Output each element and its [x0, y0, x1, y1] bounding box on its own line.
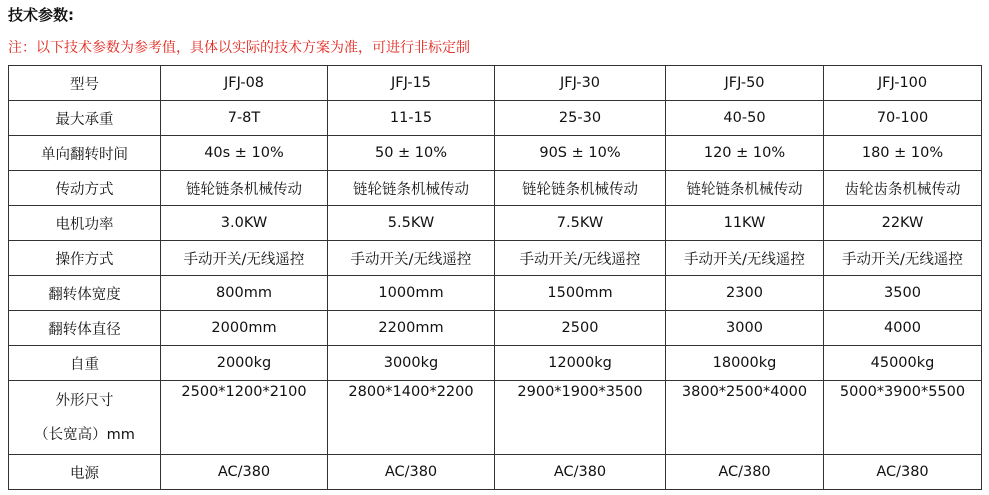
- row-label-cell: 电机功率: [9, 206, 161, 241]
- row-label-cell: 翻转体直径: [9, 311, 161, 346]
- table-cell: 3500: [824, 276, 982, 311]
- table-cell: 2800*1400*2200: [328, 381, 495, 455]
- section-title: 技术参数:: [8, 6, 74, 24]
- header-label-cell: 型号: [9, 66, 161, 101]
- table-cell: 3800*2500*4000: [666, 381, 824, 455]
- table-cell: 40s ± 10%: [161, 136, 328, 171]
- table-row: [9, 171, 982, 206]
- table-cell: 2500: [495, 311, 666, 346]
- table-cell: 链轮链条机械传动: [666, 171, 824, 206]
- table-cell: AC/380: [824, 455, 982, 490]
- row-label-cell: 电源: [9, 455, 161, 490]
- disclaimer-note: 注：以下技术参数为参考值，具体以实际的技术方案为准，可进行非标定制: [8, 40, 470, 56]
- table-cell: 800mm: [161, 276, 328, 311]
- row-label-cell: 最大承重: [9, 101, 161, 136]
- table-cell: 70-100: [824, 101, 982, 136]
- table-cell: 2300: [666, 276, 824, 311]
- spec-table-body: [9, 66, 982, 490]
- table-cell: 链轮链条机械传动: [328, 171, 495, 206]
- model-cell: JFJ-30: [495, 66, 666, 101]
- table-cell: 手动开关/无线遥控: [328, 241, 495, 276]
- table-cell: 5.5KW: [328, 206, 495, 241]
- table-cell: 5000*3900*5500: [824, 381, 982, 455]
- table-cell: 手动开关/无线遥控: [824, 241, 982, 276]
- table-cell: AC/380: [666, 455, 824, 490]
- table-cell: 180 ± 10%: [824, 136, 982, 171]
- row-label-cell: 传动方式: [9, 171, 161, 206]
- table-cell: 22KW: [824, 206, 982, 241]
- table-cell: 3000: [666, 311, 824, 346]
- table-row: [9, 381, 982, 455]
- table-row: [9, 455, 982, 490]
- table-cell: 7.5KW: [495, 206, 666, 241]
- table-cell: 手动开关/无线遥控: [666, 241, 824, 276]
- table-cell: 3.0KW: [161, 206, 328, 241]
- table-cell: 90S ± 10%: [495, 136, 666, 171]
- row-label-cell: 自重: [9, 346, 161, 381]
- table-cell: 链轮链条机械传动: [161, 171, 328, 206]
- table-cell: 120 ± 10%: [666, 136, 824, 171]
- table-cell: 12000kg: [495, 346, 666, 381]
- row-label-cell: 翻转体宽度: [9, 276, 161, 311]
- table-cell: AC/380: [495, 455, 666, 490]
- table-cell: 7-8T: [161, 101, 328, 136]
- table-cell: 4000: [824, 311, 982, 346]
- table-cell: 2500*1200*2100: [161, 381, 328, 455]
- table-cell: 链轮链条机械传动: [495, 171, 666, 206]
- table-cell: 50 ± 10%: [328, 136, 495, 171]
- table-row: [9, 206, 982, 241]
- table-cell: 2000kg: [161, 346, 328, 381]
- model-cell: JFJ-15: [328, 66, 495, 101]
- table-cell: 3000kg: [328, 346, 495, 381]
- table-cell: 18000kg: [666, 346, 824, 381]
- row-label-cell: [9, 381, 161, 455]
- table-header-row: [9, 66, 982, 101]
- table-cell: 40-50: [666, 101, 824, 136]
- table-cell: 手动开关/无线遥控: [495, 241, 666, 276]
- table-row: [9, 101, 982, 136]
- table-cell: 11-15: [328, 101, 495, 136]
- row-label-line: （长宽高）mm: [34, 426, 135, 443]
- table-row: [9, 241, 982, 276]
- table-row: [9, 136, 982, 171]
- table-row: [9, 276, 982, 311]
- table-cell: 2200mm: [328, 311, 495, 346]
- model-cell: JFJ-08: [161, 66, 328, 101]
- table-cell: 11KW: [666, 206, 824, 241]
- table-row: [9, 311, 982, 346]
- table-cell: 手动开关/无线遥控: [161, 241, 328, 276]
- table-cell: 1500mm: [495, 276, 666, 311]
- row-label-cell: 操作方式: [9, 241, 161, 276]
- table-cell: 2000mm: [161, 311, 328, 346]
- table-cell: AC/380: [328, 455, 495, 490]
- row-label-cell: 单向翻转时间: [9, 136, 161, 171]
- table-cell: 2900*1900*3500: [495, 381, 666, 455]
- table-row: [9, 346, 982, 381]
- table-cell: 25-30: [495, 101, 666, 136]
- model-cell: JFJ-100: [824, 66, 982, 101]
- table-cell: AC/380: [161, 455, 328, 490]
- table-cell: 45000kg: [824, 346, 982, 381]
- row-label-line: 外形尺寸: [55, 392, 114, 409]
- model-cell: JFJ-50: [666, 66, 824, 101]
- table-cell: 齿轮齿条机械传动: [824, 171, 982, 206]
- spec-table: [8, 65, 982, 490]
- table-cell: 1000mm: [328, 276, 495, 311]
